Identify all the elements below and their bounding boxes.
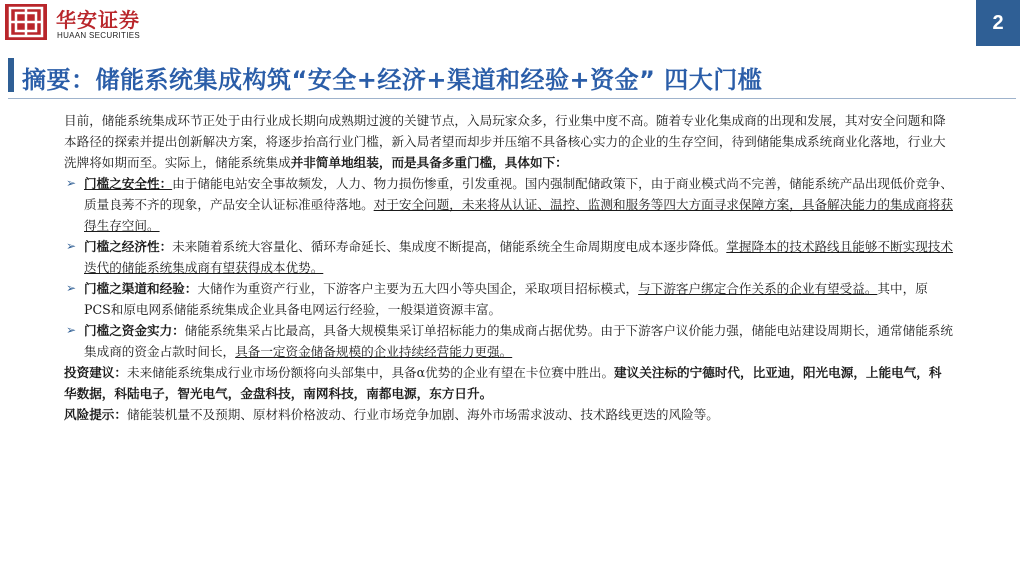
- bullet-economy: [64, 236, 954, 278]
- bullet-text: 储能系统集采占比最高，具备大规模集采订单招标能力的集成商占据优势。由于下游客户议价能力强，储能电站建设周期长，通常储能系统集成商的资金占款时间长，: [84, 323, 953, 359]
- summary-content: [64, 110, 954, 425]
- bullet-text: 大储作为重资产行业，下游客户主要为五大四小等央国企，采取项目招标模式，: [197, 281, 639, 296]
- brand-name-cn: 华安证券: [56, 8, 140, 32]
- bullet-label: 门槛之渠道和经验：: [84, 281, 198, 296]
- risk-text: 储能装机量不及预期、原材料价格波动、行业市场竞争加剧、海外市场需求波动、技术路线更迭的风险等。: [126, 407, 719, 422]
- intro-paragraph: [64, 110, 954, 173]
- bullet-underlined-text: 掌握降本的技术路线且能够不断实现技术迭代的储能系统集成商有望获得成本优势。: [84, 239, 953, 275]
- bullet-channel: [64, 278, 954, 320]
- investment-label: 投资建议：: [64, 365, 127, 380]
- intro-text: 目前，储能系统集成环节正处于由行业成长期向成熟期过渡的关键节点，入局玩家众多，行业集中度不高。随着专业化集成商的出现和发展，其对安全问题和降本路径的探索并提出创新解决方案，将逐步抬高行业门槛，新入局者望而却步并压缩不具备核心实力的企业的生存空间，待到储能集成系统商业化落地，行业大洗牌将如期而至。实际上，储能系统集成: [64, 113, 946, 170]
- arrow-bullet-icon: ➢: [66, 176, 77, 190]
- arrow-bullet-icon: ➢: [66, 281, 77, 295]
- investment-text: 未来储能系统集成行业市场份额将向头部集中，具备α优势的企业有望在卡位赛中胜出。: [126, 365, 615, 380]
- bullet-underlined-text: 对于安全问题，未来将从认证、温控、监测和服务等四大方面寻求保障方案，具备解决能力的集成商将获得生存空间。: [84, 197, 953, 233]
- bullet-label: 门槛之资金实力：: [84, 323, 185, 338]
- huaan-logo: [4, 3, 48, 41]
- title-accent-bar: [8, 58, 14, 92]
- arrow-bullet-icon: ➢: [66, 323, 77, 337]
- bullet-tail-text: 其中，原PCS和原电网系储能系统集成企业具备电网运行经验，一般渠道资源丰富。: [84, 281, 928, 317]
- investment-advice: [64, 362, 954, 404]
- bullet-label: 门槛之安全性：: [84, 176, 173, 191]
- page-number: 2: [976, 0, 1020, 46]
- title-divider: [8, 98, 1016, 99]
- bullet-underlined-text: 与下游客户绑定合作关系的企业有望受益。: [638, 281, 878, 296]
- bullet-safety: [64, 173, 954, 236]
- brand-name-en: HUAAN SECURITIES: [57, 31, 141, 40]
- bullet-text: 未来随着系统大容量化、循环寿命延长、集成度不断提高，储能系统全生命周期度电成本逐步降低。: [172, 239, 727, 254]
- intro-bold-text: 并非简单地组装，而是具备多重门槛，具体如下：: [290, 155, 568, 170]
- bullet-text: 由于储能电站安全事故频发，人力、物力损伤惨重，引发重视。国内强制配储政策下，由于商业模式尚不完善，储能系统产品出现低价竞争、质量良莠不齐的现象，产品安全认证标准亟待落地。: [84, 176, 953, 212]
- bullet-capital: [64, 320, 954, 362]
- risk-label: 风险提示：: [64, 407, 127, 422]
- arrow-bullet-icon: ➢: [66, 239, 77, 253]
- investment-targets: 建议关注标的宁德时代，比亚迪，阳光电源，上能电气，科华数据，科陆电子，智光电气，金盘科技，南网科技，南都电源，东方日升。: [64, 365, 942, 401]
- risk-warning: [64, 404, 954, 425]
- bullet-label: 门槛之经济性：: [84, 239, 173, 254]
- page-title: 摘要：储能系统集成构筑“安全+经济+渠道和经验+资金” 四大门槛: [22, 66, 763, 94]
- bullet-underlined-text: 具备一定资金储备规模的企业持续经营能力更强。: [235, 344, 513, 359]
